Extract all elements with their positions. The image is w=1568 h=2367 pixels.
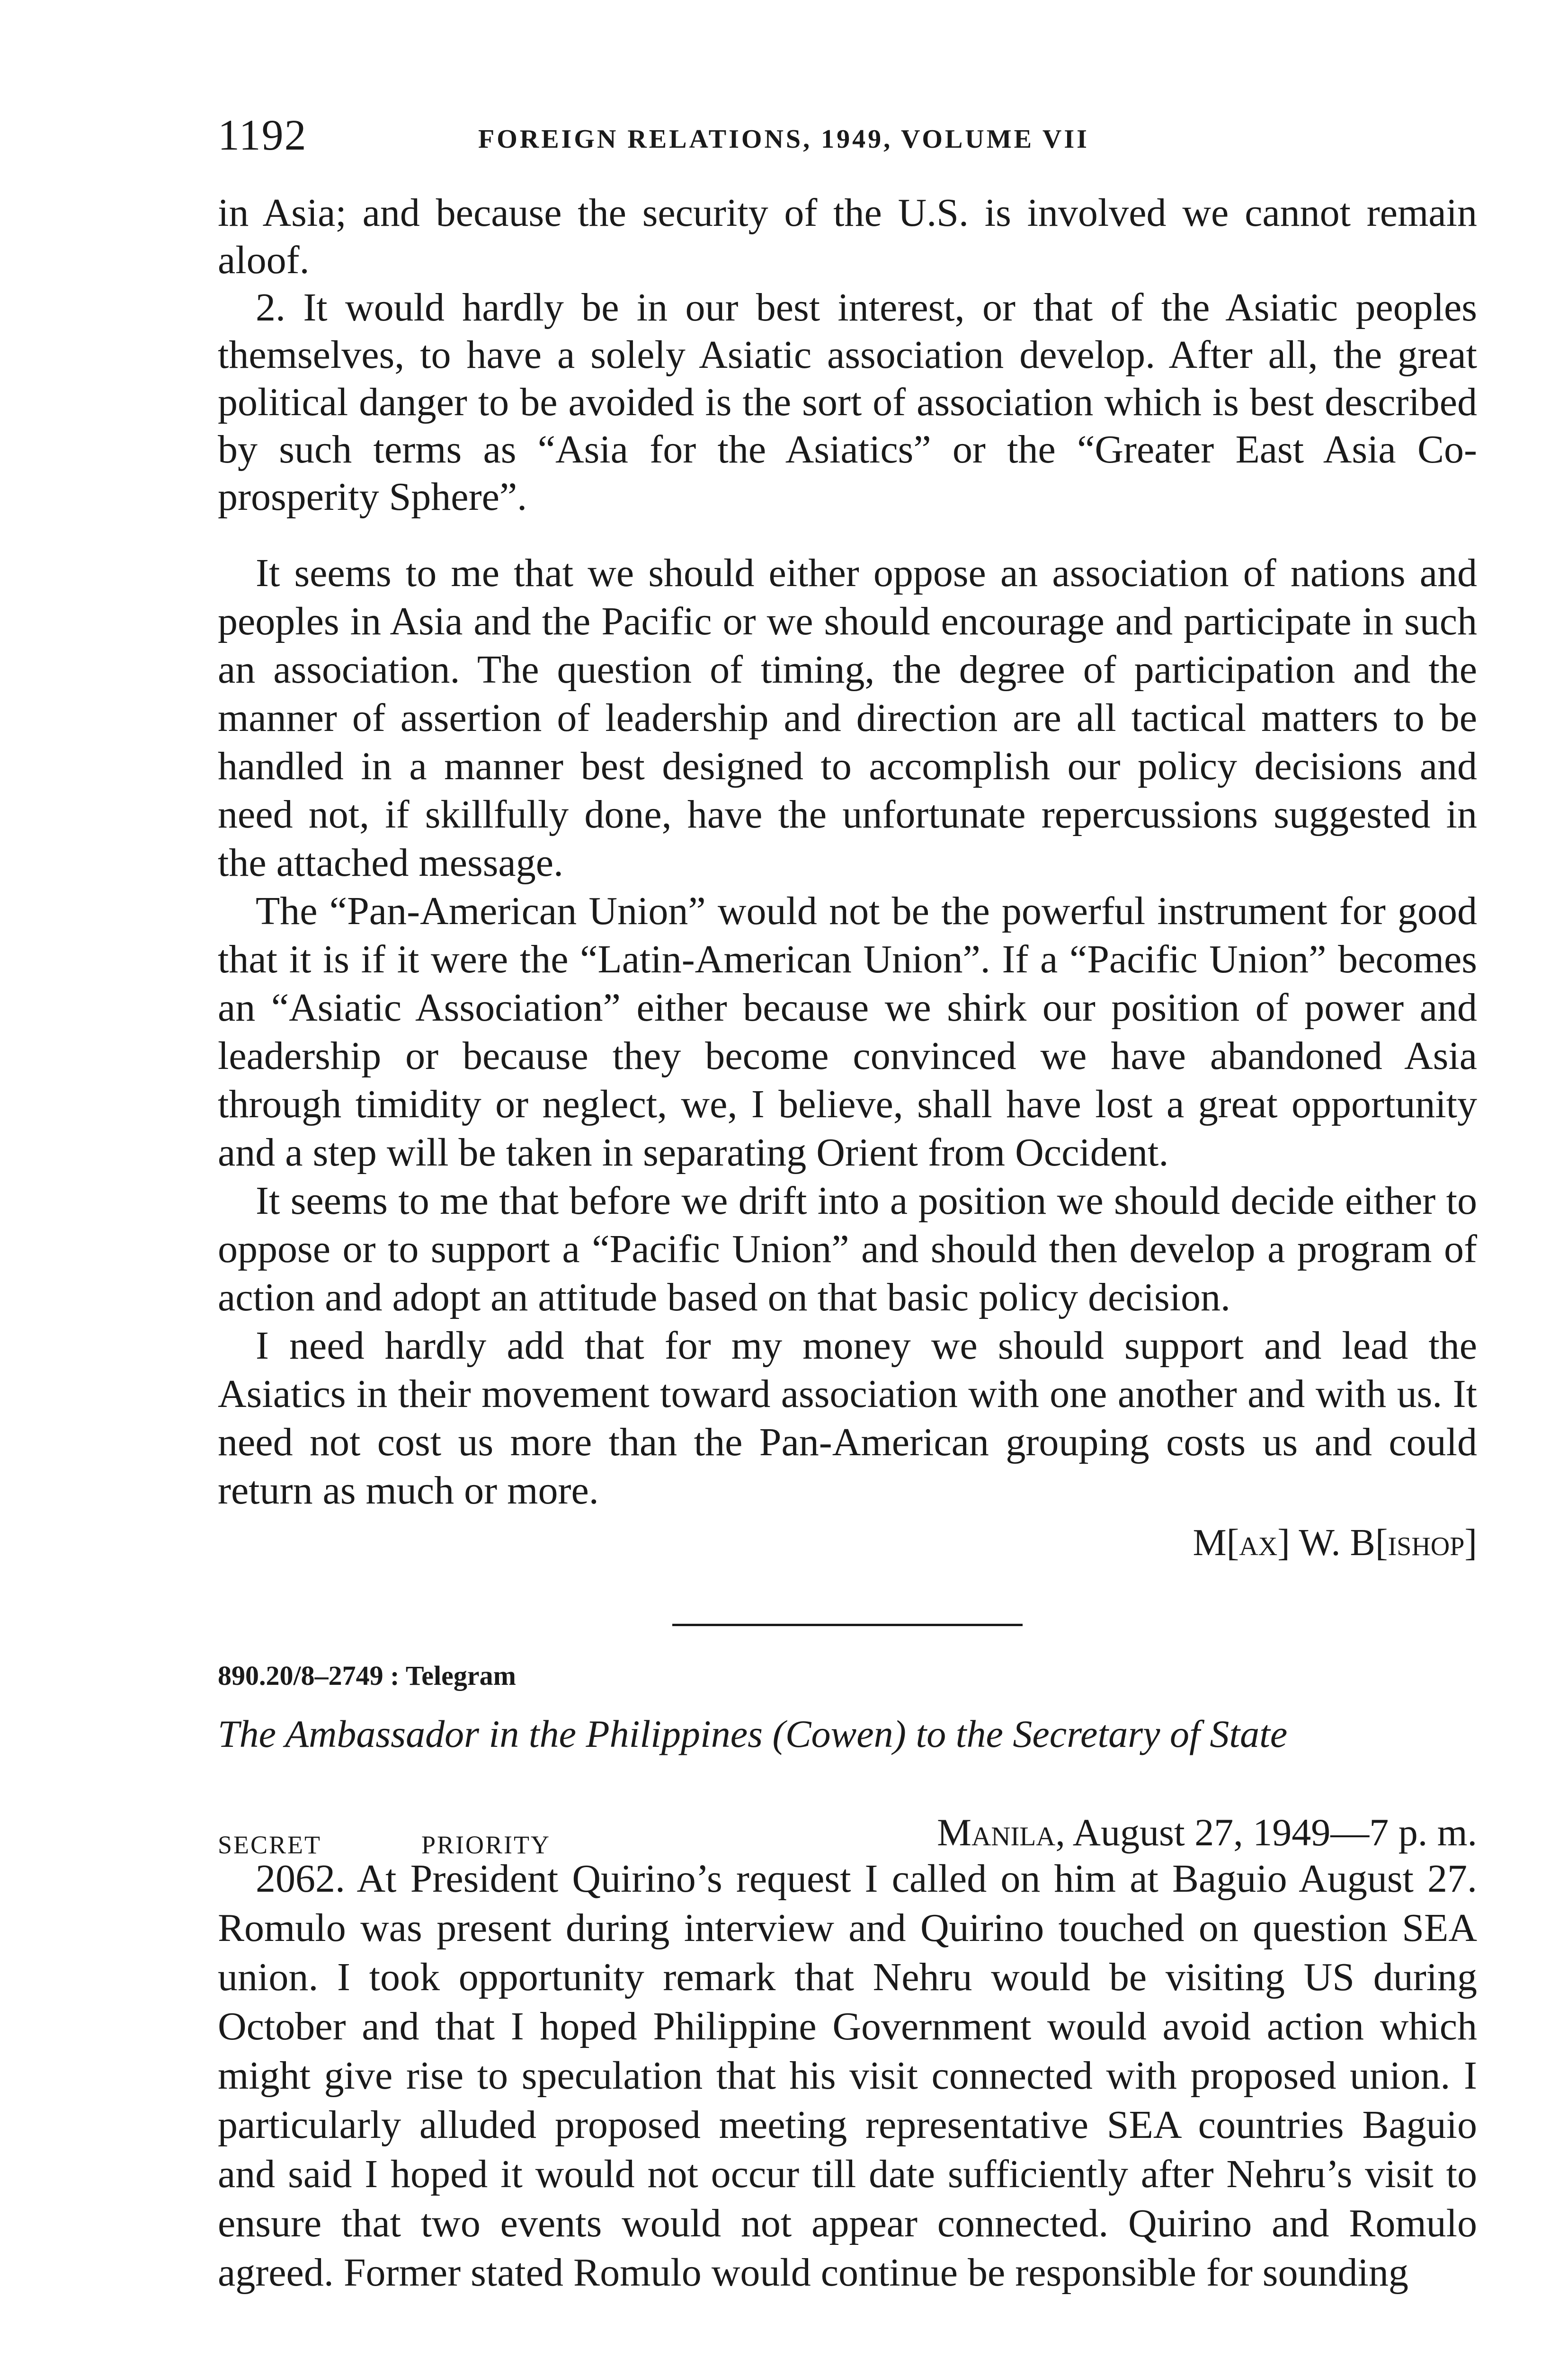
letter-paragraph: It seems to me that we should either oppose an association of nations and peoples in Asia and the Pacific or we should encourage and participate in such an association. The question of timing, the degree of participation and the manner of assertion of leadership and direction are all tactical matters to be handled in a manner best designed to accomplish our policy decisions and need not, if skillfully done, have the unfortunate repercussions suggested in the attached message. — [218, 551, 1477, 885]
document-title: The Ambassador in the Philippines (Cowen) to the Secretary of State — [218, 1712, 1288, 1755]
running-head: FOREIGN RELATIONS, 1949, VOLUME VII — [478, 125, 1089, 154]
section-divider — [672, 1624, 1023, 1626]
priority-label: PRIORITY — [421, 1831, 551, 1859]
signature: M[ax] W. B[ishop] — [1193, 1522, 1477, 1564]
memo-paragraph-2: 2. It would hardly be in our best interest, or that of the Asiatic peoples themselves, to have a solely Asiatic association develop. After all, the great political danger to be avoided is the sort of association which is best described by such terms as “Asia for the Asiatics” or the “Greater East Asia Co-prosperity Sphere”. — [218, 285, 1477, 519]
letter-paragraph: I need hardly add that for my money we should support and lead the Asiatics in their movement toward association with one another and with us. It need not cost us more than the Pan-American grouping costs us and could return as much or more. — [218, 1324, 1477, 1513]
dateline-row — [218, 1809, 1477, 1859]
page-header — [218, 110, 1477, 159]
memo-paragraph-continued: in Asia; and because the security of the U.S. is involved we cannot remain aloof. — [218, 191, 1477, 282]
letter-paragraph: It seems to me that before we drift into a position we should decide either to oppose or to support a “Pacific Union” and should then develop a program of action and adopt an attitude based on that basic policy decision. — [218, 1179, 1477, 1319]
letter-paragraph: The “Pan-American Union” would not be the powerful instrument for good that it is if it were the “Latin-American Union”. If a “Pacific Union” becomes an “Asiatic Association” either because we shirk our position of power and leadership or because they become convinced we have abandoned Asia through timidity or neglect, we, I believe, shall have lost a great opportunity and a step will be taken in separating Orient from Occident. — [218, 889, 1477, 1175]
document-file-number: 890.20/8–2749 : Telegram — [218, 1660, 516, 1691]
dateline — [937, 1809, 1477, 1856]
page-body — [218, 189, 1477, 2297]
telegram-paragraph: 2062. At President Quirino’s request I called on him at Baguio August 27. Romulo was present during interview and Quirino touched on question SEA union. I took opportunity remark that Nehru would be visiting US during October and that I hoped Philippine Government would avoid action which might give rise to speculation that his visit connected with proposed union. I particularly alluded proposed meeting representative SEA countries Baguio and said I hoped it would not occur till date sufficiently after Nehru’s visit to ensure that two events would not appear connected. Quirino and Romulo agreed. Former stated Romulo would continue be responsible for sounding — [218, 1857, 1477, 2295]
dateline-date: , August 27, 1949—7 p. m. — [1055, 1811, 1477, 1854]
page-number: 1192 — [218, 111, 307, 159]
classification-label: SECRET — [218, 1831, 322, 1859]
memo-continuation — [218, 189, 1477, 521]
telegram-body — [218, 1854, 1477, 2297]
dateline-place: Manila — [937, 1811, 1056, 1854]
bishop-memo-text — [218, 549, 1477, 1567]
